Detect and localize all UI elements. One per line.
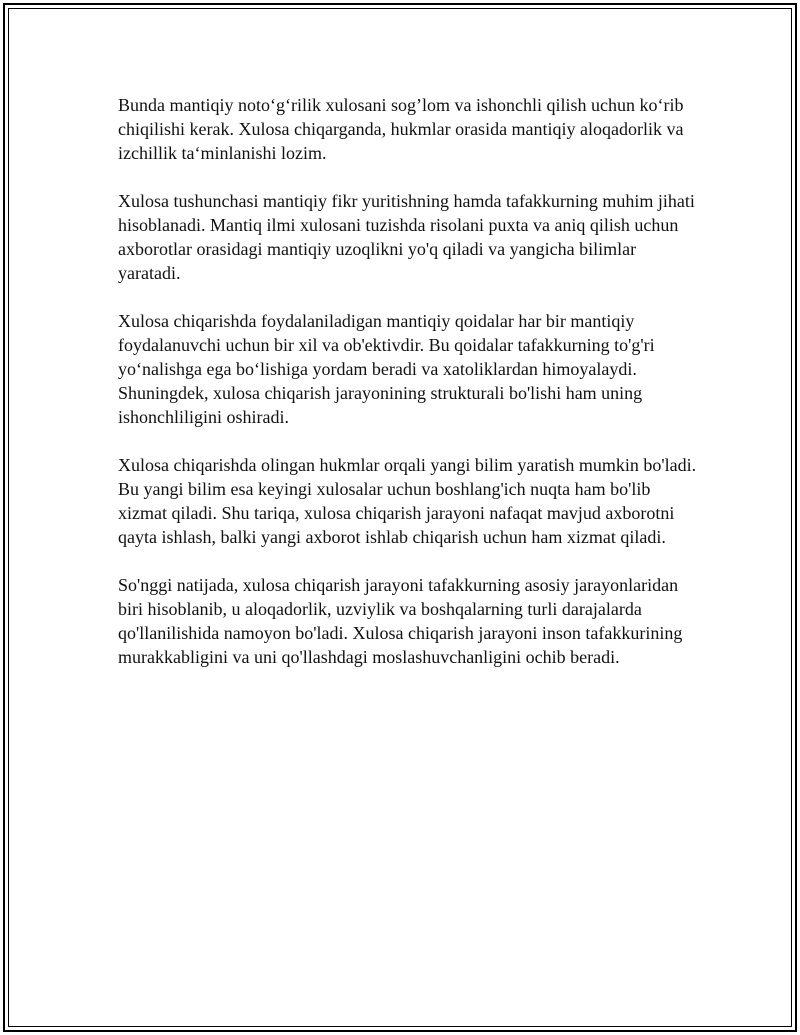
paragraph: Xulosa chiqarishda foydalaniladigan mantiqiy qoidalar har bir mantiqiy foydalanuvchi uchun bir xil va ob'ektivdir. Bu qoidalar tafakkurning to'g'ri yo‘nalishga ega bo‘lishiga yordam beradi va xatoliklardan himoyalaydi. Shuningdek, xulosa chiqarish jarayonining strukturali bo'lishi ham uning ishonchliligini oshiradi. (118, 311, 655, 427)
paragraph: So'nggi natijada, xulosa chiqarish jarayoni tafakkurning asosiy jarayonlaridan biri hisoblanib, u aloqadorlik, uzviylik va boshqalarning turli darajalarda qo'llanilishida namoyon bo'ladi. Xulosa chiqarish jarayoni inson tafakkurining murakkabligini va uni qo'llashdagi moslashuvchanligini ochib beradi. (118, 575, 683, 667)
document-body (118, 93, 698, 693)
paragraph: Xulosa tushunchasi mantiqiy fikr yuritishning hamda tafakkurning muhim jihati hisoblanadi. Mantiq ilmi xulosani tuzishda risolani puxta va aniq qilish uchun axborotlar orasidagi mantiqiy uzoqlikni yo'q qiladi va yangicha bilimlar yaratadi. (118, 191, 695, 283)
paragraph: Xulosa chiqarishda olingan hukmlar orqali yangi bilim yaratish mumkin bo'ladi. Bu yangi bilim esa keyingi xulosalar uchun boshlang'ich nuqta ham bo'lib xizmat qiladi. Shu tariqa, xulosa chiqarish jarayoni nafaqat mavjud axborotni qayta ishlash, balki yangi axborot ishlab chiqarish uchun ham xizmat qiladi. (118, 455, 697, 547)
paragraph: Bunda mantiqiy noto‘g‘rilik xulosani sog’lom va ishonchli qilish uchun ko‘rib chiqilishi kerak. Xulosa chiqarganda, hukmlar orasida mantiqiy aloqadorlik va izchillik ta‘minlanishi lozim. (118, 95, 684, 163)
